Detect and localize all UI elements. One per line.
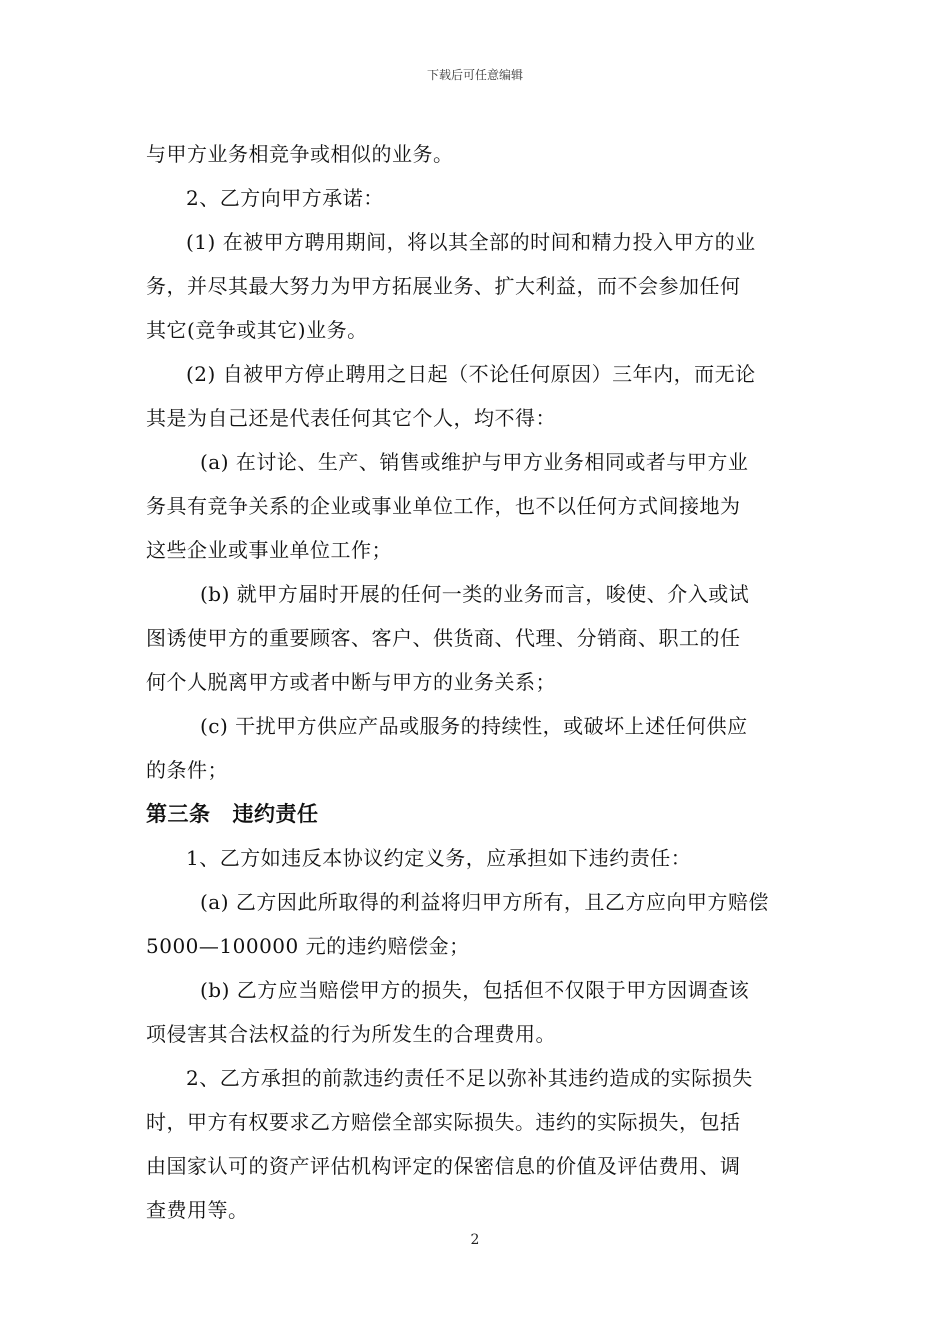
paragraph-line: (a) 乙方因此所取得的利益将归甲方所有，且乙方应向甲方赔偿 xyxy=(200,890,769,914)
paragraph-line: 时，甲方有权要求乙方赔偿全部实际损失。违约的实际损失，包括 xyxy=(146,1110,741,1134)
paragraph-line: 图诱使甲方的重要顾客、客户、供货商、代理、分销商、职工的任 xyxy=(146,626,741,650)
paragraph-line: (a) 在讨论、生产、销售或维护与甲方业务相同或者与甲方业 xyxy=(200,450,749,474)
paragraph-line: 5000—100000 元的违约赔偿金； xyxy=(146,934,470,958)
page-number: 2 xyxy=(470,1232,480,1248)
paragraph-line: (1) 在被甲方聘用期间，将以其全部的时间和精力投入甲方的业 xyxy=(186,230,756,254)
paragraph-line: 的条件； xyxy=(146,758,228,782)
paragraph-line: (c) 干扰甲方供应产品或服务的持续性，或破坏上述任何供应 xyxy=(200,714,748,738)
paragraph-line: 项侵害其合法权益的行为所发生的合理费用。 xyxy=(146,1022,556,1046)
paragraph-line: 务具有竞争关系的企业或事业单位工作，也不以任何方式间接地为 xyxy=(146,494,741,518)
paragraph-line: 与甲方业务相竞争或相似的业务。 xyxy=(146,142,454,166)
paragraph-line: (b) 乙方应当赔偿甲方的损失，包括但不仅限于甲方因调查该 xyxy=(200,978,750,1002)
article-title: 违约责任 xyxy=(232,802,319,826)
paragraph-line: 其是为自己还是代表任何其它个人，均不得： xyxy=(146,406,556,430)
paragraph-line: 2、乙方承担的前款违约责任不足以弥补其违约造成的实际损失 xyxy=(186,1066,753,1090)
paragraph-line: 2、乙方向甲方承诺： xyxy=(186,186,384,210)
paragraph-line: (2) 自被甲方停止聘用之日起（不论任何原因）三年内，而无论 xyxy=(186,362,756,386)
paragraph-line: 1、乙方如违反本协议约定义务，应承担如下违约责任： xyxy=(186,846,692,870)
paragraph-line: 这些企业或事业单位工作； xyxy=(146,538,392,562)
paragraph-line: (b) 就甲方届时开展的任何一类的业务而言，唆使、介入或试 xyxy=(200,582,750,606)
article-heading xyxy=(146,792,806,836)
paragraph-line: 务，并尽其最大努力为甲方拓展业务、扩大利益，而不会参加任何 xyxy=(146,274,741,298)
paragraph-line: 其它(竞争或其它)业务。 xyxy=(146,318,368,342)
paragraph-line: 何个人脱离甲方或者中断与甲方的业务关系； xyxy=(146,670,556,694)
paragraph-line: 查费用等。 xyxy=(146,1198,249,1222)
article-number: 第三条 xyxy=(146,802,211,826)
page-header: 下载后可任意编辑 xyxy=(426,68,523,82)
paragraph-line: 由国家认可的资产评估机构评定的保密信息的价值及评估费用、调 xyxy=(146,1154,741,1178)
document-body xyxy=(146,132,806,1232)
